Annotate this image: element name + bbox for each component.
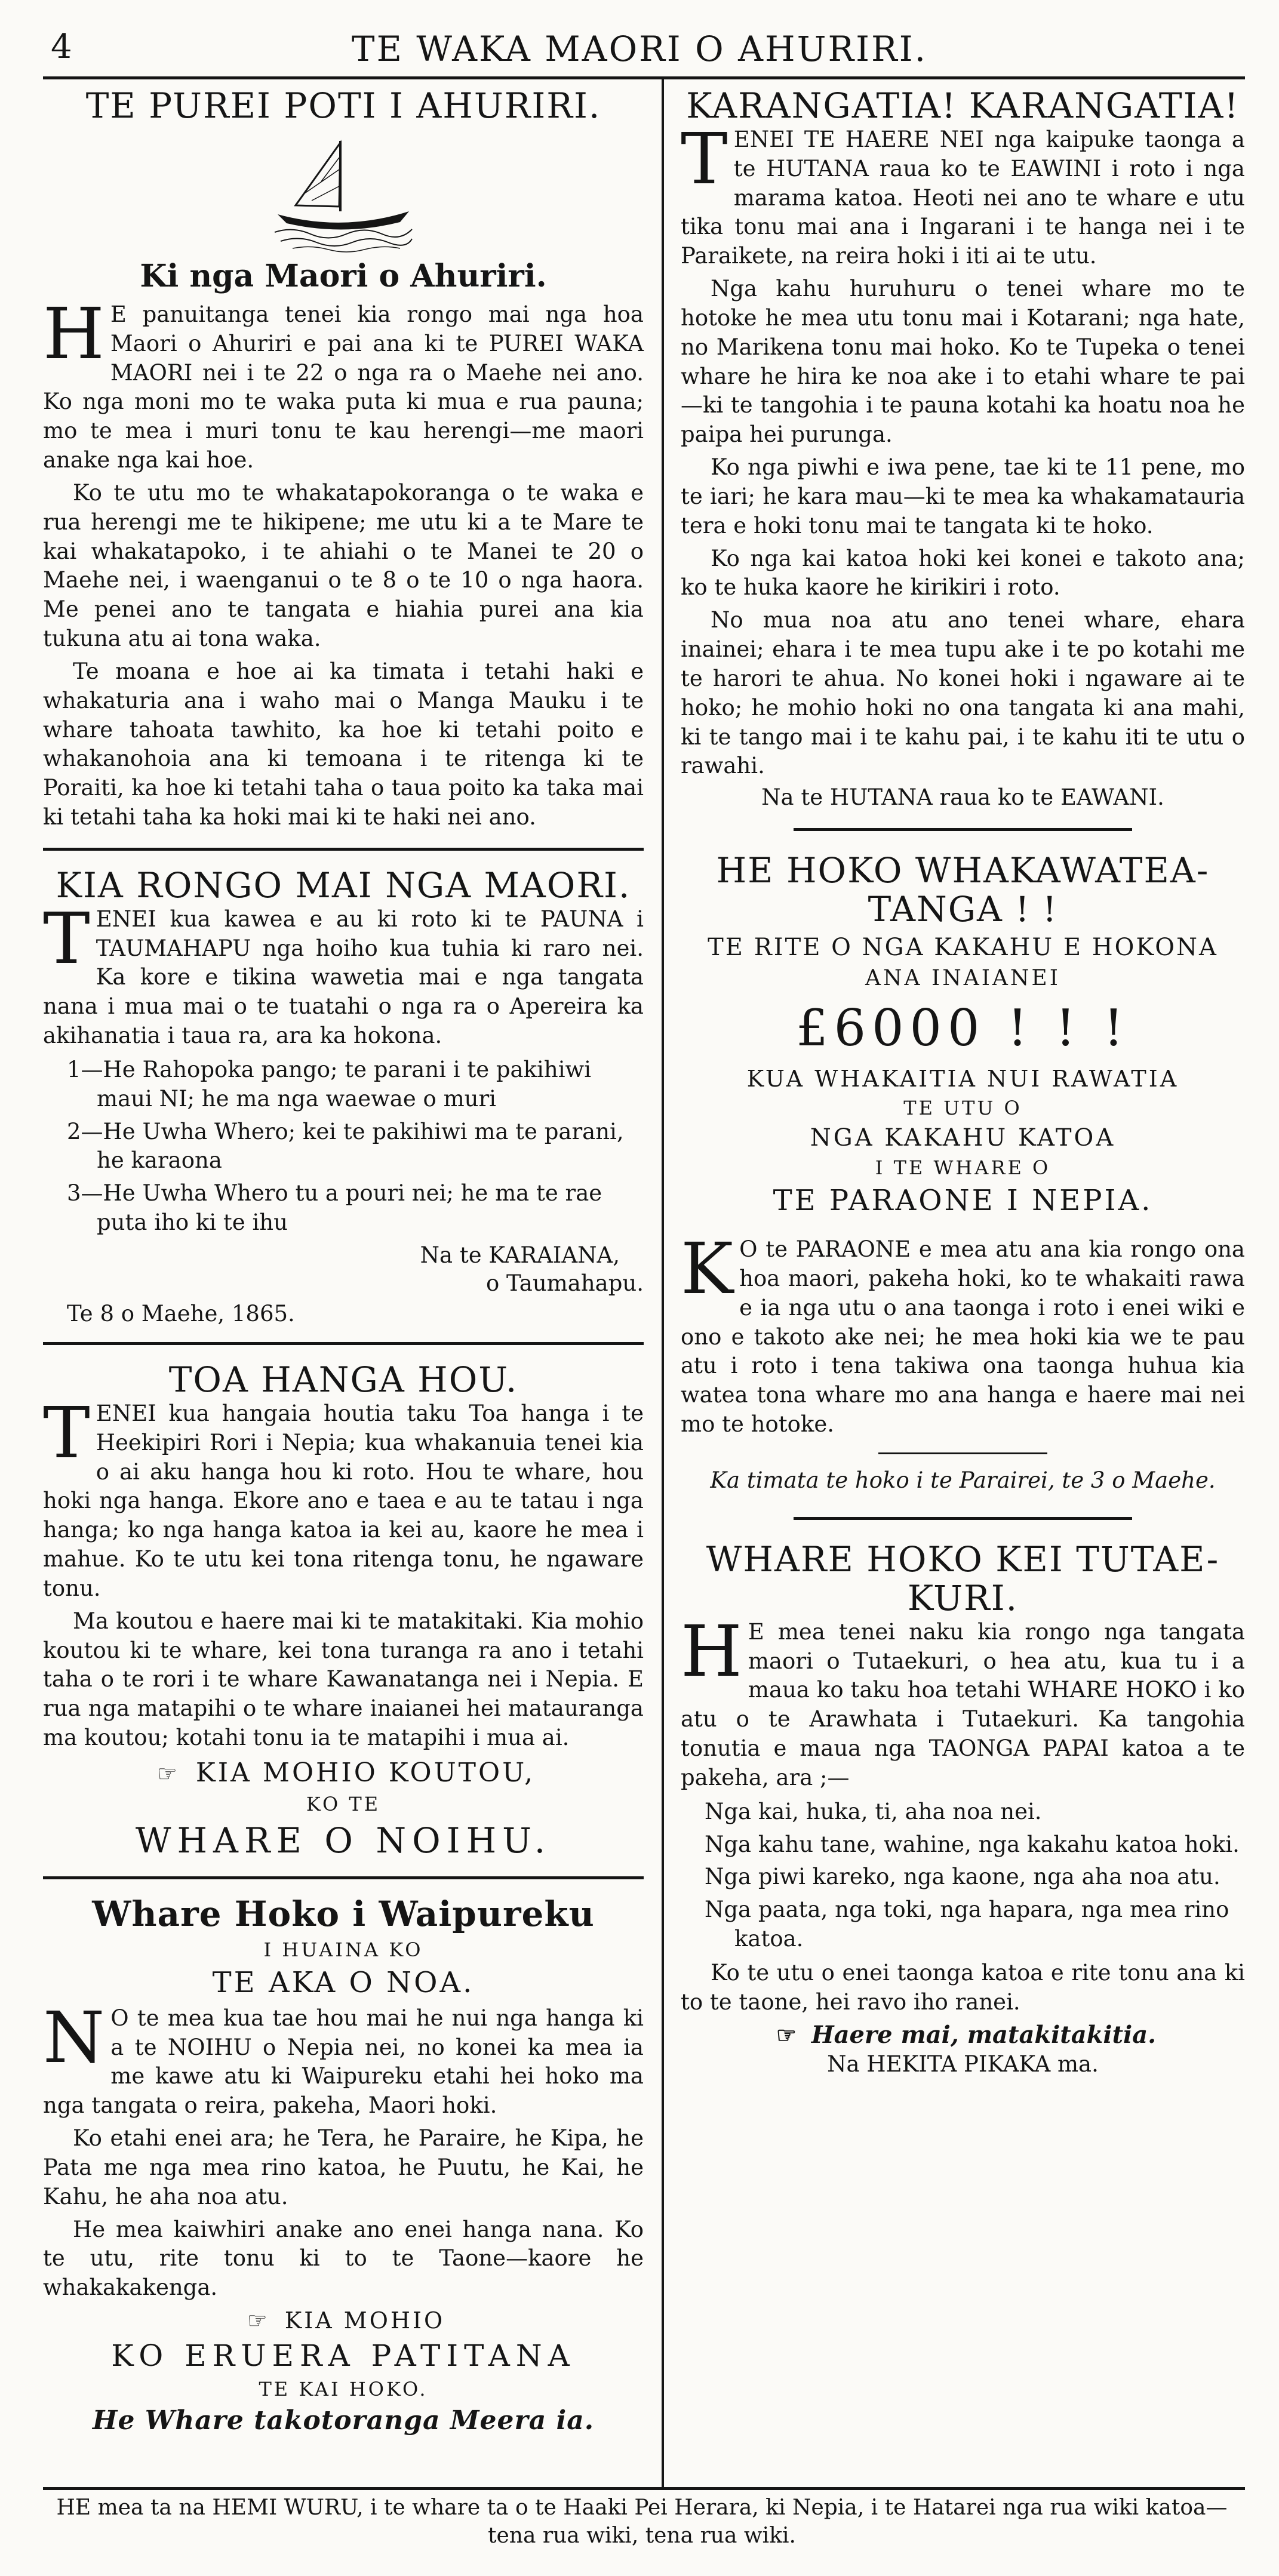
notice-line: NGA KAKAHU KATOA xyxy=(810,1124,1116,1152)
list-item: 1—He Rahopoka pango; te parani i te pakihiwi maui NI; he ma nga waewae o muri xyxy=(67,1056,592,1112)
notice-date: Te 8 o Maehe, 1865. xyxy=(67,1300,295,1327)
section-heading: TOA HANGA HOU. xyxy=(168,1359,518,1400)
pointing-hand-icon: ☞ xyxy=(776,2021,797,2048)
section-rule xyxy=(794,1517,1132,1520)
hoko-whakawatea-notice xyxy=(681,851,1245,1493)
waipureku-notice xyxy=(43,1895,644,2436)
drop-cap: T xyxy=(43,897,90,980)
paragraph: Ko nga kai katoa hoki kei konei e takoto ana; ko te huka kaore he kirikiri i roto. xyxy=(681,545,1245,601)
kia-rongo-notice xyxy=(43,866,644,1327)
paragraph: Te moana e hoe ai ka timata i tetahi haki e whakaturia ana i waho mai o Manga Mauku i te whare tahoata tawhito, ka hoe ki tetahi poito e whakanohoia ana ki temoana i te ritenga ki te Poraiti, ka hoe ki tetahi taha o taua poito ka taka mai ki tetahi taha ka hoki mai ki te haki nei ano. xyxy=(43,658,644,830)
signature: Na te KARAIANA, xyxy=(420,1242,620,1268)
section-subheading: Ki nga Maori o Ahuriri. xyxy=(140,257,547,294)
drop-cap: T xyxy=(681,117,728,200)
invitation: ☞ Haere mai, matakitakitia. xyxy=(681,2021,1245,2049)
list-item: 3—He Uwha Whero tu a pouri nei; he ma te rae puta iho ki te ihu xyxy=(67,1180,602,1236)
paragraph: TENEI kua hangaia houtia taku Toa hanga i te Heekipiri Rori i Nepia; kua whakanuia tenei kia o ai aku hanga hou ki roto. Hou te whare, hou hoki nga hanga. Ekore ano e taea e au te tatau i nga hanga; ko nga hanga katoa ia kei au, kaore he mea i mahue. Ko te utu kei tona ritenga tonu, he ngaware tonu. xyxy=(43,1391,644,1601)
list-item: 2—He Uwha Whero; kei te pakihiwi ma te parani, he karaona xyxy=(67,1118,624,1174)
list-item: Nga kai, huka, ti, aha noa nei. xyxy=(705,1798,1042,1824)
paragraph: TENEI TE HAERE NEI nga kaipuke taonga a te HUTANA raua ko te EAWINI i roto i nga marama katoa. Heoti nei ano te whare e utu tika tonu mai ana i Ingarani i te hanga nei i te Paraikete, na reira hoki i iti ai te utu. xyxy=(681,117,1245,269)
goods-list xyxy=(705,1798,1245,1954)
sale-amount: £6000 ! ! ! xyxy=(796,999,1130,1058)
section-heading: HE HOKO WHAKAWATEA-TANGA ! ! xyxy=(716,850,1210,930)
paragraph: H E mea tenei naku kia rongo nga tangata maori o Tutaekuri, o hea atu, kua tu i a maua ko taku hoa tetahi WHARE HOKO i ko atu o te Arawhata i Tutaekuri. Ka tangohia tonutia e maua nga TAONGA PAPAI katoa a te pakeha, ara ;— xyxy=(681,1609,1245,1790)
paragraph: Ko te utu mo te whakatapokoranga o te waka e rua herengi me te hikipene; me utu ki a te Mare te kai whakatapoko, i te ahiahi o te Manei te 20 o Maehe nei, i waenganui o te 8 o te 10 o nga haora. Me penei ano te tangata e hiahia purei ana kia tukuna atu ai tona waka. xyxy=(43,479,644,652)
drop-cap: T xyxy=(43,1391,90,1474)
section-rule xyxy=(794,828,1132,831)
drop-cap: H xyxy=(43,292,104,375)
paragraph: Ko nga piwhi e iwa pene, tae ki te 11 pene, mo te iari; he kara mau—ki te mea ka whakamatauria tera e hoki tonu mai te tangata ki te hoko. xyxy=(681,454,1245,538)
section-heading: TE PUREI POTI I AHURIRI. xyxy=(85,85,601,126)
list-item: Nga piwi kareko, nga kaone, nga aha noa atu. xyxy=(705,1864,1220,1890)
notice-line: I TE WHARE O xyxy=(875,1156,1051,1180)
shop-name: WHARE O NOIHU. xyxy=(135,1820,552,1861)
signature-place: o Taumahapu. xyxy=(485,1270,644,1296)
paragraph: Ma koutou e haere mai ki te matakitaki. Kia mohio koutou ki te whare, kei tona turanga ra ano i tetahi taha o te rori i te whare Kawanatanga nei i Nepia. E rua nga matapihi o te whare inaianei hei matauranga ma koutou; kotahi tonu ia te matapihi i mua ai. xyxy=(43,1608,644,1750)
paper-title: TE WAKA MAORI O AHURIRI. xyxy=(351,29,928,69)
paragraph: He mea kaiwhiri anake ano enei hanga nana. Ko te utu, rite tonu ki to te Taone—kaore he whakakakenga. xyxy=(43,2216,644,2301)
paragraph: Ko te utu o enei taonga katoa e rite tonu ana ki to te taone, hei ravo iho ranei. xyxy=(681,1959,1245,2015)
section-rule xyxy=(43,1342,644,1345)
toa-hanga-notice xyxy=(43,1361,644,1861)
section-heading: KARANGATIA! KARANGATIA! xyxy=(686,85,1240,126)
signature: Na HEKITA PIKAKA ma. xyxy=(827,2051,1099,2077)
notice-line: KO TE xyxy=(306,1792,381,1815)
masthead xyxy=(33,17,1246,76)
paragraph: H E panuitanga tenei kia rongo mai nga hoa Maori o Ahuriri e pai ana ki te PUREI WAKA MAORI nei i te 22 o nga ra o Maehe nei ano. Ko nga moni mo te waka puta ki mua e rua pauna; mo te mea i muri tonu te kau herengi—me maori anake nga kai hoe. xyxy=(43,292,644,473)
drop-cap: H xyxy=(681,1609,742,1692)
left-column xyxy=(43,87,644,2440)
paragraph: No mua noa atu ano tenei whare, ehara inainei; ehara i te mea tupu ake i te po kotahi me te harori te ahua. No konei hoki i ngaware ai te hoko; he mohio hoki no ona tangata ki ana mahi, ki te tango mai i te kahu pai, i te kahu iti te utu o rawahi. xyxy=(681,607,1245,779)
pointing-hand-icon: ☞ xyxy=(156,1760,180,1787)
notice-line: I HUAINA KO xyxy=(263,1938,423,1961)
drop-cap: N xyxy=(43,1996,105,2079)
drop-cap: K xyxy=(681,1227,734,1310)
merchant-name: KO ERUERA PATITANA xyxy=(111,2338,576,2374)
list-item: Nga kahu tane, wahine, nga kakahu katoa hoki. xyxy=(705,1831,1240,1857)
list-item: Nga paata, nga toki, nga hapara, nga mea rino katoa. xyxy=(705,1897,1229,1952)
purei-poti-notice xyxy=(43,87,644,832)
tutaekuri-notice xyxy=(681,1540,1245,2077)
section-rule xyxy=(43,1876,644,1879)
section-heading: KIA RONGO MAI NGA MAORI. xyxy=(56,864,631,906)
paragraph: Nga kahu huruhuru o tenei whare mo te hotoke he mea utu tonu mai i Kotarani; nga hate, no Marikena tonu mai hoko. Ko te Tupeka o tenei whare he hira ke noa ake i to etahi whare te pai —ki te tangohia i te pauna kotahi ka hoatu noa he paipa hei purunga. xyxy=(681,276,1245,448)
paragraph: N O te mea kua tae hou mai he nui nga hanga ki a te NOIHU o Nepia nei, no konei ka mea ia me kawe atu ki Waipureku etahi hei hoko ma nga tangata o reira, pakeha, Maori hoki. xyxy=(43,1996,644,2119)
shop-name: TE PARAONE I NEPIA. xyxy=(773,1184,1153,1218)
section-rule xyxy=(43,848,644,851)
shop-name: TE AKA O NOA. xyxy=(212,1965,475,1999)
tagline: He Whare takotoranga Meera ia. xyxy=(92,2405,595,2436)
karangatia-notice xyxy=(681,87,1245,810)
notice-line: TE UTU O xyxy=(903,1097,1022,1120)
right-column xyxy=(681,87,1245,2079)
footer-rule xyxy=(43,2487,1245,2490)
horse-list xyxy=(67,1055,644,1238)
column-divider xyxy=(662,78,664,2489)
notice-line: KUA WHAKAITIA NUI RAWATIA xyxy=(746,1066,1179,1092)
notice-line: ☞ KIA MOHIO xyxy=(43,2307,644,2334)
section-rule xyxy=(878,1452,1048,1454)
sale-start: Ka timata te hoko i te Parairei, te 3 o Maehe. xyxy=(710,1467,1216,1493)
masthead-rule xyxy=(43,76,1245,79)
paragraph: TENEI kua kawea e au ki roto ki te PAUNA i TAUMAHAPU nga hoiho kua tuhia ki raro nei. Ka kore e tikina wawetia mai e nga tangata nana i mua mai o te tuatahi o nga ra o Apereira ka akihanatia i taua ra, ara ka hokona. xyxy=(43,897,644,1049)
paragraph: K O te PARAONE e mea atu ana kia rongo ona hoa maori, pakeha hoki, ko te whakaiti rawa e ia nga utu o ana taonga i roto i enei wiki e ono e takoto ake nei; he mea hoki kia we te pau atu i roto i tena takiwa ona taonga huhua kia watea tona whare mo ana hanga e haere mai nei mo te hotoke. xyxy=(681,1227,1245,1438)
signature: Na te HUTANA raua ko te EAWANI. xyxy=(761,784,1164,811)
imprint-footer: HE mea ta na HEMI WURU, i te whare ta o te Haaki Pei Herara, ki Nepia, i te Hatarei nga rua wiki katoa—tena rua wiki, tena rua wiki. xyxy=(56,2495,1228,2548)
page-number: 4 xyxy=(51,27,72,66)
section-heading: WHARE HOKO KEI TUTAE-KURI. xyxy=(706,1538,1220,1618)
notice-line: ☞ KIA MOHIO KOUTOU, xyxy=(43,1758,644,1788)
paragraph: Ko etahi enei ara; he Tera, he Paraire, he Kipa, he Pata me nga mea rino katoa, he Puutu, he Kai, he Kahu, he aha noa atu. xyxy=(43,2125,644,2209)
notice-line: TE RITE O NGA KAKAHU E HOKONA xyxy=(708,934,1218,962)
merchant-role: TE KAI HOKO. xyxy=(259,2378,428,2401)
notice-line: ANA INAIANEI xyxy=(865,966,1060,991)
section-heading: Whare Hoko i Waipureku xyxy=(92,1893,595,1934)
sailing-canoe-icon xyxy=(269,134,418,253)
pointing-hand-icon: ☞ xyxy=(247,2307,270,2334)
